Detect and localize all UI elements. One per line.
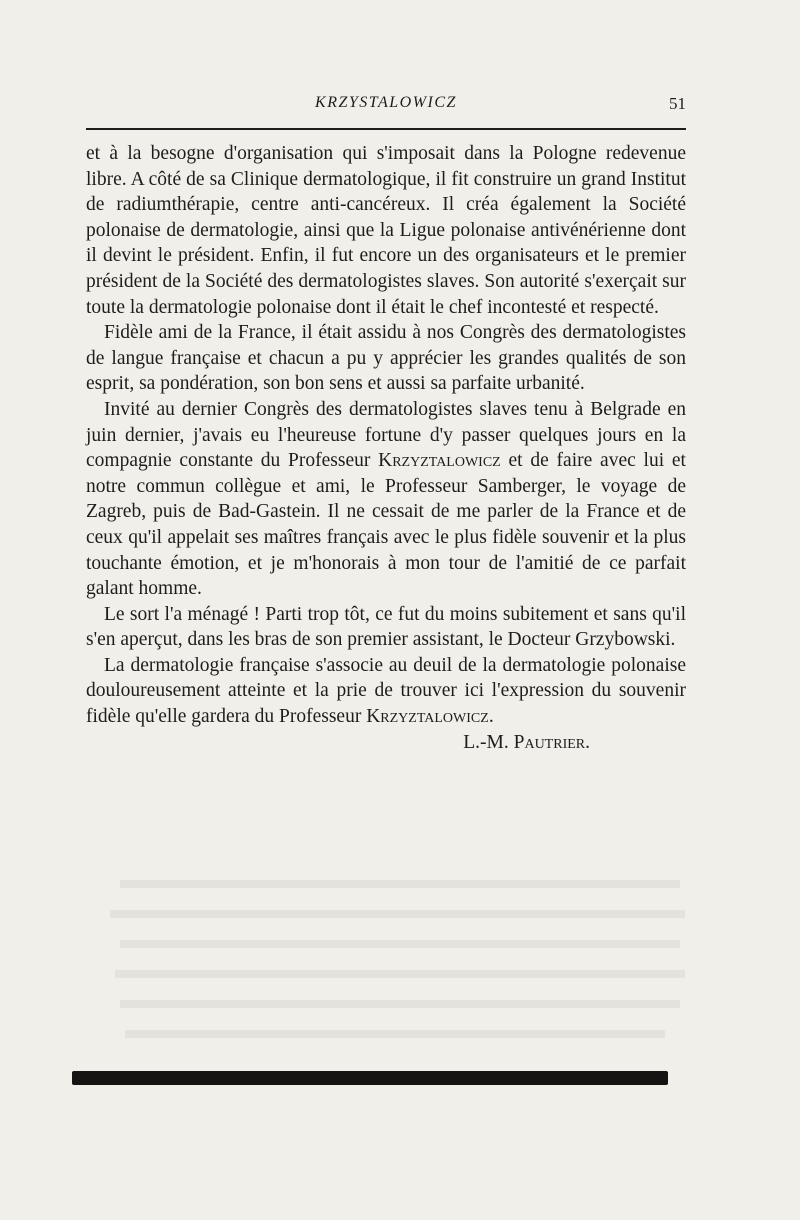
show-through-line [120,880,680,888]
paragraph-3-end: et de faire avec lui et notre commun collègue et ami, le Professeur Samberger, le voyage de Zagreb, puis de Bad-Gastein. Il ne cessait de me parler de la France et de ceux qu'il appelait ses maîtres français avec le plus fidèle souvenir et la plus touchante émotion, et je m'honorais à mon tour de l'amitié de ce parfait galant homme. [86,450,686,600]
show-through-line [120,1000,680,1008]
header-rule [86,128,686,130]
signature-initials: L.-M. [463,731,514,753]
paragraph-3-start: Invité au dernier Congrès des dermatologistes slaves tenu à Belgrade en juin dernier, j'avais eu l'heureuse fortune d'y passer quelques jours en la compagnie constante du Professeur [86,398,686,472]
paragraph-5 [86,653,686,730]
professor-name-closing: Krzyztalowicz [366,706,489,728]
signature-surname: Pautrier [513,731,586,753]
paragraph-5-start: La dermatologie française s'associe au deuil de la dermatologie polonaise douloureusement atteinte et la prie de trouver ici l'expression du souvenir fidèle qu'elle gardera du Professeur [86,654,686,728]
paragraph-2: Fidèle ami de la France, il était assidu à nos Congrès des dermatologistes de langue française et chacun a pu y apprécier les grandes qualités de son esprit, sa pondération, son bon sens et aussi sa parfaite urbanité. [86,322,686,395]
page-number: 51 [669,94,686,113]
show-through-line [120,940,680,948]
running-title: KRZYSTALOWICZ [315,94,457,111]
professor-name: Krzyztalowicz [378,450,501,472]
signature [86,730,686,756]
show-through-line [110,910,685,918]
running-head [86,94,686,122]
paragraph-3 [86,397,686,602]
paragraph-1: et à la besogne d'organisation qui s'imposait dans la Pologne redevenue libre. A côté de sa Clinique dermatologique, il fit construire un grand Institut de radiumthérapie, centre anti-cancéreux. Il créa également la Société polonaise de dermatologie, ainsi que la Ligue polonaise antivénérienne dont il devint le président. Enfin, il fut encore un des organisateurs et le premier président de la Société des dermatologistes slaves. Son autorité s'exerçait sur toute la dermatologie polonaise dont il était le chef incontesté et respecté. [86,143,686,318]
article-body [86,141,686,755]
signature-period: . [585,731,590,753]
paragraph-4: Le sort l'a ménagé ! Parti trop tôt, ce fut du moins subitement et sans qu'il s'en aperçut, dans les bras de son premier assistant, le Docteur Grzybowski. [86,603,686,651]
show-through-line [125,1030,665,1038]
bottom-border-bar [72,1071,668,1085]
show-through-line [115,970,685,978]
paragraph-5-end: . [488,706,494,728]
